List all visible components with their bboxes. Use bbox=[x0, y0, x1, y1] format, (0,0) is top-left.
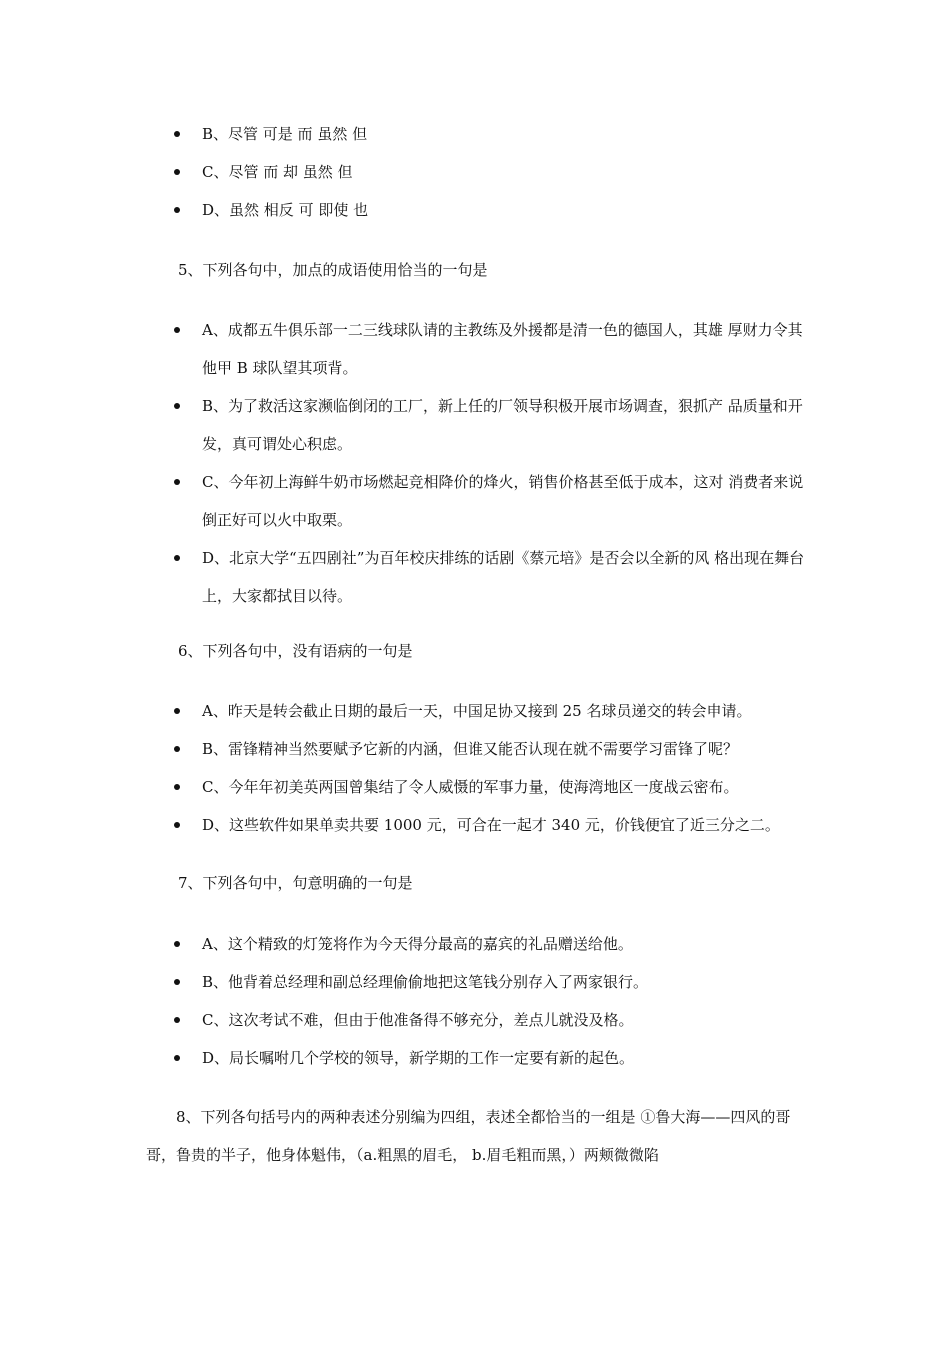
q6-option-c: C、今年年初美英两国曾集结了令人威慑的军事力量，使海湾地区一度战云密布。 bbox=[170, 768, 810, 806]
q4-option-d: D、虽然 相反 可 即使 也 bbox=[170, 191, 810, 229]
q5-option-b: B、为了救活这家濒临倒闭的工厂，新上任的厂领导积极开展市场调查，狠抓产 品质量和开发，真可谓处心积虑。 bbox=[170, 387, 810, 463]
q7-option-a: A、这个精致的灯笼将作为今天得分最高的嘉宾的礼品赠送给他。 bbox=[170, 925, 810, 963]
q8-paragraph: 8、下列各句括号内的两种表述分别编为四组，表述全都恰当的一组是 ①鲁大海——四风的哥哥，鲁贵的半子，他身体魁伟，（a.粗黑的眉毛， b.眉毛粗而黑，）两颊微微陷 bbox=[146, 1108, 791, 1164]
q7-option-c: C、这次考试不难，但由于他准备得不够充分，差点儿就没及格。 bbox=[170, 1001, 810, 1039]
q6-option-d: D、这些软件如果单卖共要 1000 元，可合在一起才 340 元，价钱便宜了近三分之二。 bbox=[170, 806, 810, 844]
q6-stem: 6、下列各句中，没有语病的一句是 bbox=[178, 642, 413, 660]
q7-options bbox=[170, 925, 810, 1077]
q5-option-c: C、今年初上海鲜牛奶市场燃起竞相降价的烽火，销售价格甚至低于成本，这对 消费者来说倒正好可以火中取栗。 bbox=[170, 463, 810, 539]
q5-stem: 5、下列各句中，加点的成语使用恰当的一句是 bbox=[178, 261, 488, 279]
q4-options bbox=[170, 115, 810, 229]
q7-option-d: D、局长嘱咐几个学校的领导，新学期的工作一定要有新的起色。 bbox=[170, 1039, 810, 1077]
q5-option-a: A、成都五牛俱乐部一二三线球队请的主教练及外援都是清一色的德国人，其雄 厚财力令其他甲 B 球队望其项背。 bbox=[170, 311, 810, 387]
q6-option-a: A、昨天是转会截止日期的最后一天，中国足协又接到 25 名球员递交的转会申请。 bbox=[170, 692, 810, 730]
q6-options bbox=[170, 692, 810, 844]
q5-option-d: D、北京大学“五四剧社”为百年校庆排练的话剧《蔡元培》是否会以全新的风 格出现在舞台上，大家都拭目以待。 bbox=[170, 539, 810, 615]
q4-option-b: B、尽管 可是 而 虽然 但 bbox=[170, 115, 810, 153]
q6-option-b: B、雷锋精神当然要赋予它新的内涵，但谁又能否认现在就不需要学习雷锋了呢？ bbox=[170, 730, 810, 768]
q7-option-b: B、他背着总经理和副总经理偷偷地把这笔钱分别存入了两家银行。 bbox=[170, 963, 810, 1001]
q5-options bbox=[170, 311, 810, 615]
q4-option-c: C、尽管 而 却 虽然 但 bbox=[170, 153, 810, 191]
q7-stem: 7、下列各句中，句意明确的一句是 bbox=[178, 874, 413, 892]
